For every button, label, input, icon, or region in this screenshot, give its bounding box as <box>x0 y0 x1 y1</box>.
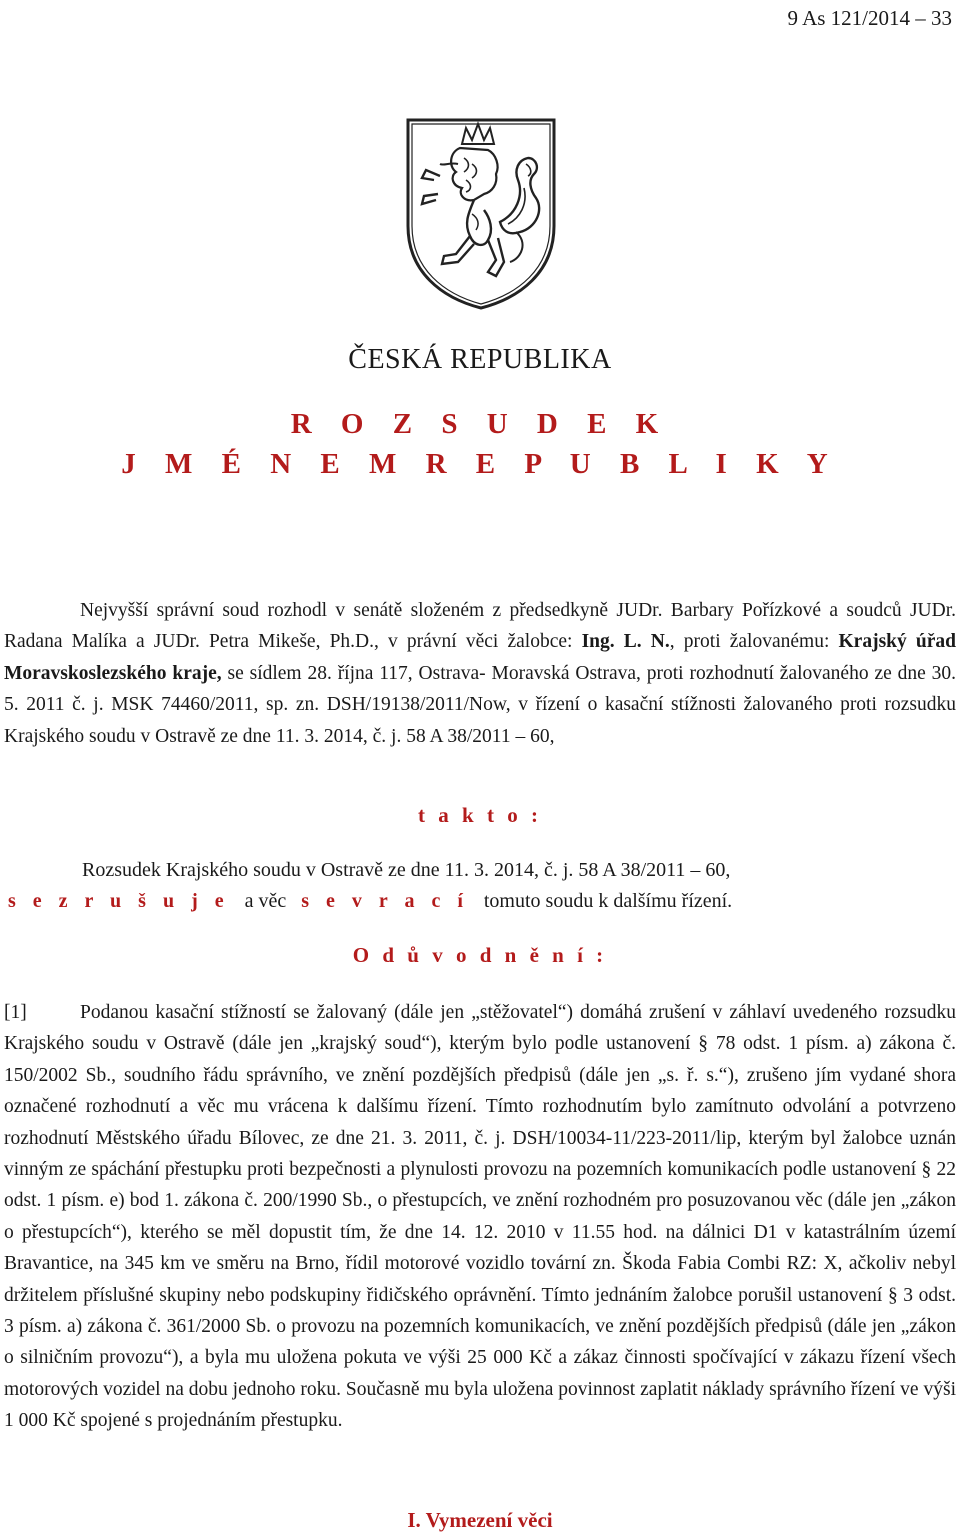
body-line: kterého se měl dopustit tím, že dne 14. 12. 2010 v 11.55 hod. na dálnici D1 v katastrálním území <box>140 1221 957 1243</box>
body-line: motorových vozidel na dobu jednoho roku. Současně mu byla uložena povinnost zaplatit náklady <box>4 1378 765 1400</box>
verdict-line: Rozsudek Krajského soudu v Ostravě ze dne 11. 3. 2014, č. j. 58 A 38/2011 – 60, <box>82 859 731 881</box>
defendant-name: Krajský úřad Moravskoslezského kraje, <box>4 631 956 684</box>
body-line: Podanou kasační stížností se žalovaný (dále jen „stěžovatel“) domáhá zrušení v záhlaví <box>80 1002 786 1023</box>
intro-line: Moravská Ostrava, proti rozhodnutí žalovaného ze dne 30. 5. 2011 č. j. MSK 74460/2011, sp. zn. <box>4 662 956 716</box>
body-line: o přestupcích, ve znění rozhodném pro posuzovanou věc (dále jen „zákon o přestupcích“), <box>4 1190 957 1243</box>
body-line: RZ: X, ačkoliv nebyl držitelem příslušné skupiny nebo podskupiny řidičského oprávnění. Tímto <box>4 1253 956 1306</box>
body-line: ustanovení § 78 odst. 1 písm. a) zákona č. 150/2002 Sb., soudního řádu správního, ve znění <box>4 1033 956 1086</box>
body-line: Bravantice, na 345 km ve směru na Brno, řídil motorové vozidlo tovární zn. Škoda Fabia Combi <box>4 1253 781 1275</box>
verdict-line <box>8 886 732 917</box>
page-header: 9 As 121/2014 – 33 <box>787 6 952 30</box>
paragraph-number: [1] <box>4 1002 27 1023</box>
intro-line: proti žalovanému: <box>683 631 839 653</box>
reasons-paragraph <box>4 997 956 1437</box>
intro-line: Nejvyšší správní soud rozhodl v senátě složeném z předsedkyně JUDr. Barbary Pořízkové <box>80 600 822 621</box>
body-line: vrácena k dalšímu řízení. Tímto rozhodnutím bylo zamítnuto odvolání a potvrzeno rozhodnutí <box>4 1096 956 1149</box>
body-line: pozemních komunikacích, ve znění pozdějších předpisů (dále jen „zákon o silničním provozu“), a <box>4 1316 957 1369</box>
verdict-annulled: s e z r u š u j e <box>8 890 230 912</box>
body-line: byla mu uložena pokuta ve výši 25 000 Kč a zákaz činnosti spočívající v zákazu řízení všech <box>205 1347 956 1369</box>
body-line: Městského úřadu Bílovec, ze dne 21. 3. 2011, č. j. DSH/10034-11/223-2011/lip, kterým byl <box>95 1127 836 1149</box>
body-line: žalobce uznán vinným ze spáchání přestupku proti bezpečnosti a plynulosti provozu na <box>4 1127 956 1181</box>
body-line: pozemních komunikacích podle ustanovení § 22 odst. 1 písm. e) bod 1. zákona č. 200/1990 Sb., <box>4 1159 957 1212</box>
body-line: pozdějších předpisů (dále jen „s. ř. s.“), zrušeno jím vydané shora označené rozhodnutí a věc mu <box>4 1064 956 1118</box>
intro-line: se sídlem 28. října 117, Ostrava- <box>221 662 486 684</box>
body-line: správního řízení ve výši 1 000 Kč spojené s projednáním přestupku. <box>4 1378 956 1432</box>
reasons-heading: O d ů v o d n ě n í : <box>352 943 608 967</box>
judgment-title: R O Z S U D E K <box>290 408 670 440</box>
intro-line: , <box>669 631 675 653</box>
coat-of-arms-lion-icon <box>404 114 558 312</box>
intro-line: v Ostravě ze dne 11. 3. 2014, č. j. 58 A 38/2011 – 60, <box>140 725 555 747</box>
intro-paragraph <box>4 595 956 752</box>
judgment-subtitle: J M É N E M R E P U B L I K Y <box>121 448 839 480</box>
section-heading: I. Vymezení věci <box>407 1508 553 1532</box>
verdict-text: a věc <box>244 890 287 912</box>
intro-line: DSH/19138/2011/Now, v řízení o kasační stížnosti žalovaného proti rozsudku Krajského soudu <box>4 694 956 747</box>
country-name: ČESKÁ REPUBLIKA <box>348 344 612 375</box>
verdict-text: tomuto soudu k dalšímu řízení. <box>483 890 733 912</box>
body-line: jednáním žalobce porušil ustanovení § 3 odst. 3 písm. a) zákona č. 361/2000 Sb. o provozu na <box>4 1284 956 1338</box>
intro-line: a soudců JUDr. Radana Malíka a JUDr. Petra Mikeše, Ph.D., v právní věci žalobce: <box>4 600 956 653</box>
body-line: uvedeného rozsudku Krajského soudu v Ostravě (dále jen „krajský soud“), kterým bylo podle <box>4 1002 957 1055</box>
takto-heading: t a k t o : <box>418 803 542 827</box>
verdict-returned: s e v r a c í <box>301 890 469 912</box>
plaintiff-name: Ing. L. N. <box>581 631 670 653</box>
